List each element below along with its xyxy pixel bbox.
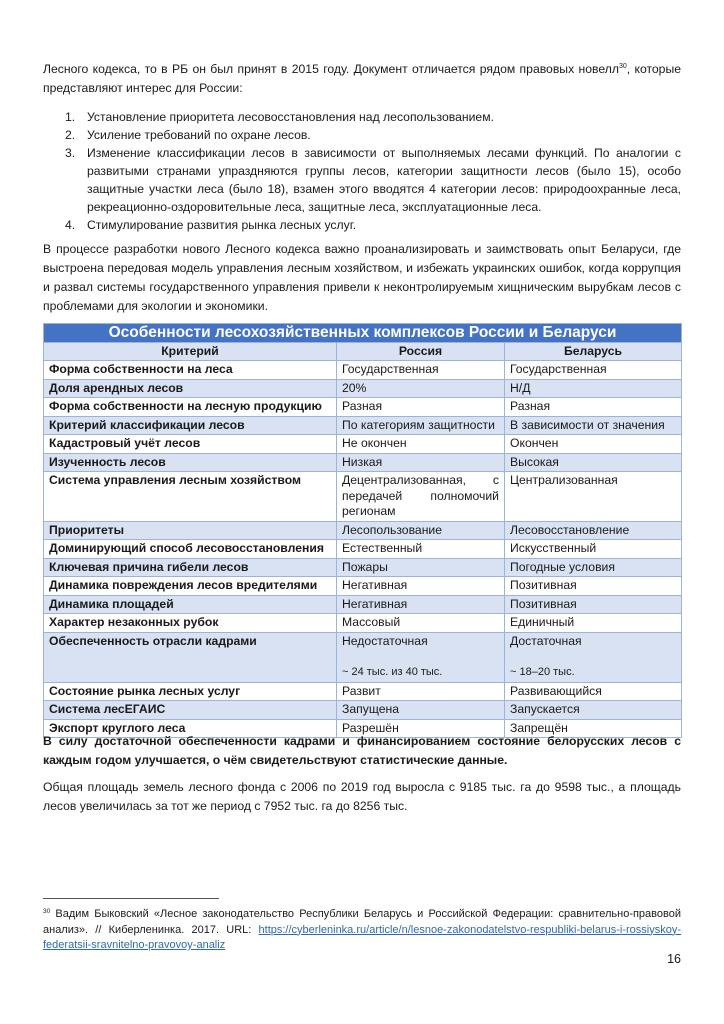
criterion-cell: Динамика площадей bbox=[44, 595, 337, 614]
list-item bbox=[43, 126, 681, 144]
column-header-belarus: Беларусь bbox=[505, 342, 682, 361]
table-row bbox=[44, 540, 682, 559]
russia-cell-text: Недостаточная bbox=[342, 633, 428, 648]
intro-paragraph bbox=[43, 60, 681, 98]
list-number: 2. bbox=[65, 128, 76, 142]
table-row bbox=[44, 416, 682, 435]
belarus-cell: Высокая bbox=[505, 453, 682, 472]
russia-cell: Государственная bbox=[337, 361, 505, 380]
belarus-cell: В зависимости от значения bbox=[505, 416, 682, 435]
criterion-cell: Характер незаконных рубок bbox=[44, 614, 337, 633]
belarus-cell: Позитивная bbox=[505, 595, 682, 614]
legal-novels-list bbox=[43, 108, 681, 234]
criterion-cell: Динамика повреждения лесов вредителями bbox=[44, 577, 337, 596]
russia-cell: 20% bbox=[337, 379, 505, 398]
statistics-paragraph: Общая площадь земель лесного фонда с 2006 по 2019 год выросла с 9185 тыс. га до 9598 тыс., а площадь лесов увеличилась за тот же период с 7952 тыс. га до 8256 тыс. bbox=[43, 780, 681, 813]
criterion-cell: Система управления лесным хозяйством bbox=[44, 472, 337, 522]
table-row bbox=[44, 577, 682, 596]
criterion-cell: Доля арендных лесов bbox=[44, 379, 337, 398]
belarus-cell: Запускается bbox=[505, 701, 682, 720]
list-item bbox=[43, 144, 681, 216]
russia-cell: Негативная bbox=[337, 577, 505, 596]
russia-cell: Разная bbox=[337, 398, 505, 417]
table-row bbox=[44, 379, 682, 398]
russia-cell bbox=[337, 632, 505, 682]
table-title-row bbox=[44, 324, 682, 343]
footnote-text: Вадим Быковский «Лесное законодательство Республики Беларусь и Российской Федерации: сравнительно-правовой анализ». // Киберленинка. 2017. URL: bbox=[43, 908, 681, 936]
criterion-cell: Ключевая причина гибели лесов bbox=[44, 558, 337, 577]
list-item bbox=[43, 108, 681, 126]
table-row bbox=[44, 701, 682, 720]
table-row bbox=[44, 361, 682, 380]
criterion-cell: Кадастровый учёт лесов bbox=[44, 435, 337, 454]
belarus-cell: Единичный bbox=[505, 614, 682, 633]
list-item bbox=[43, 216, 681, 234]
table-row bbox=[44, 595, 682, 614]
table-row bbox=[44, 435, 682, 454]
russia-cell-text: Децентрализованная, с передачей полномочий регионам bbox=[342, 473, 499, 518]
belarus-cell: Погодные условия bbox=[505, 558, 682, 577]
criterion-cell: Приоритеты bbox=[44, 521, 337, 540]
russia-cell: Низкая bbox=[337, 453, 505, 472]
belarus-cell: Позитивная bbox=[505, 577, 682, 596]
belarus-cell: Разная bbox=[505, 398, 682, 417]
criterion-cell: Система лесЕГАИС bbox=[44, 701, 337, 720]
criterion-cell: Доминирующий способ лесовосстановления bbox=[44, 540, 337, 559]
list-item-text: Усиление требований по охране лесов. bbox=[87, 128, 311, 142]
intro-text: Лесного кодекса, то в РБ он был принят в 2015 году. Документ отличается рядом правовых новелл bbox=[43, 62, 619, 76]
russia-cell: По категориям защитности bbox=[337, 416, 505, 435]
belarus-cell-text: Достаточная bbox=[510, 633, 582, 648]
russia-cell bbox=[337, 472, 505, 522]
column-header-criterion: Критерий bbox=[44, 342, 337, 361]
list-number: 4. bbox=[65, 218, 76, 232]
russia-cell: Разрешён bbox=[337, 719, 505, 738]
russia-cell-note: ~ 24 тыс. из 40 тыс. bbox=[342, 666, 443, 678]
table-row bbox=[44, 614, 682, 633]
belarus-cell: Государственная bbox=[505, 361, 682, 380]
belarus-cell: Лесовосстановление bbox=[505, 521, 682, 540]
russia-cell: Массовый bbox=[337, 614, 505, 633]
footnote-separator bbox=[43, 898, 219, 899]
table-row bbox=[44, 682, 682, 701]
footnote bbox=[43, 907, 681, 954]
russia-cell: Запущена bbox=[337, 701, 505, 720]
footnote-link[interactable]: https://cyberleninka.ru/article/n/lesnoe-zakonodatelstvo-respubliki-belarus-i-rossiyskoy-federatsii-sravnitelno-pravovoy-analiz bbox=[43, 923, 681, 951]
belarus-cell: Н/Д bbox=[505, 379, 682, 398]
footnote-number: 30 bbox=[43, 908, 51, 915]
belarus-cell-note: ~ 18–20 тыс. bbox=[510, 666, 575, 678]
russia-cell: Не окончен bbox=[337, 435, 505, 454]
belarus-cell bbox=[505, 632, 682, 682]
table-row bbox=[44, 521, 682, 540]
russia-cell: Негативная bbox=[337, 595, 505, 614]
comparison-table bbox=[43, 323, 682, 738]
table-row bbox=[44, 558, 682, 577]
criterion-cell: Обеспеченность отрасли кадрами bbox=[44, 632, 337, 682]
list-number: 1. bbox=[65, 110, 76, 124]
table-row bbox=[44, 398, 682, 417]
belarus-cell: Искусственный bbox=[505, 540, 682, 559]
belarus-cell: Запрещён bbox=[505, 719, 682, 738]
list-item-text: Изменение классификации лесов в зависимости от выполняемых лесами функций. По аналогии с развитыми странами упраздняются группы лесов, категории защитности лесов (было 15), особо защитные участки леса (было 18), взамен этого вводятся 4 категории лесов: природоохранные леса, рекреационно-оздоровительные леса, защитные леса, эксплуатационные леса. bbox=[87, 146, 681, 214]
list-item-text: Стимулирование развития рынка лесных услуг. bbox=[87, 218, 357, 232]
criterion-cell: Форма собственности на лесную продукцию bbox=[44, 398, 337, 417]
intro-text-end: , которые представляют интерес для России: bbox=[43, 62, 681, 95]
criterion-cell: Изученность лесов bbox=[44, 453, 337, 472]
russia-cell: Лесопользование bbox=[337, 521, 505, 540]
criterion-cell: Форма собственности на леса bbox=[44, 361, 337, 380]
page-number: 16 bbox=[667, 952, 681, 966]
criterion-cell: Состояние рынка лесных услуг bbox=[44, 682, 337, 701]
list-number: 3. bbox=[65, 146, 76, 160]
criterion-cell: Экспорт круглого леса bbox=[44, 719, 337, 738]
table-row bbox=[44, 632, 682, 682]
russia-cell: Развит bbox=[337, 682, 505, 701]
criterion-cell: Критерий классификации лесов bbox=[44, 416, 337, 435]
russia-cell: Пожары bbox=[337, 558, 505, 577]
russia-cell: Естественный bbox=[337, 540, 505, 559]
table-row bbox=[44, 472, 682, 522]
body-paragraph: В процессе разработки нового Лесного кодекса важно проанализировать и заимствовать опыт Беларуси, где выстроена передовая модель управления лесным хозяйством, и избежать украинских ошибок, когда коррупция и развал системы государственного управления привели к неконтролируемым хищническим вырубкам лесов с проблемами для экологии и экономики. bbox=[43, 242, 681, 313]
footnote-reference[interactable]: 30 bbox=[618, 63, 627, 70]
list-item-text: Установление приоритета лесовосстановления над лесопользованием. bbox=[87, 110, 494, 124]
column-header-russia: Россия bbox=[337, 342, 505, 361]
belarus-cell: Централизованная bbox=[505, 472, 682, 522]
belarus-cell: Развивающийся bbox=[505, 682, 682, 701]
table-row bbox=[44, 453, 682, 472]
bold-conclusion-paragraph: В силу достаточной обеспеченности кадрами и финансированием состояние белорусских лесов с каждым годом улучшается, о чём свидетельствуют статистические данные. bbox=[43, 734, 681, 767]
belarus-cell: Окончен bbox=[505, 435, 682, 454]
table-header-row bbox=[44, 342, 682, 361]
table-title: Особенности лесохозяйственных комплексов России и Беларуси bbox=[44, 324, 682, 343]
